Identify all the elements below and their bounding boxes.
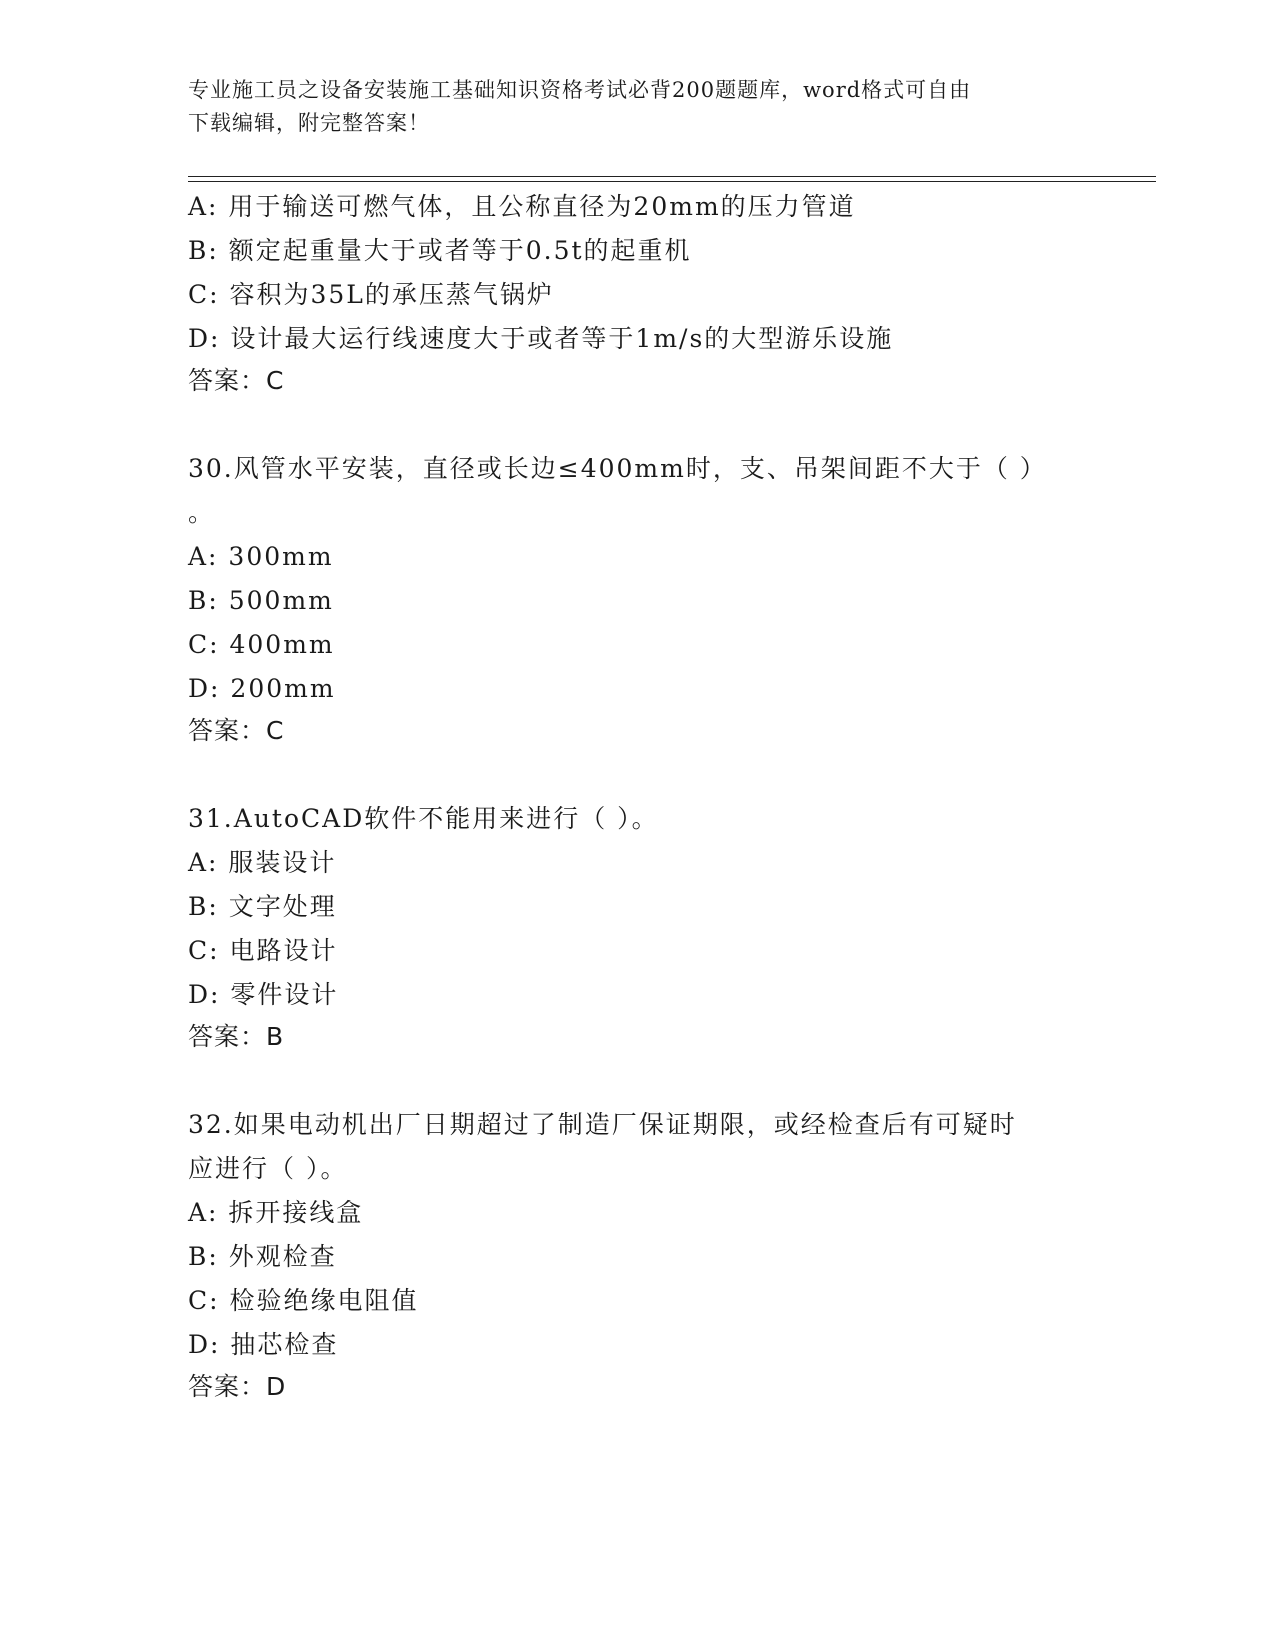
q31-option-d: D: 零件设计 [188,980,339,1009]
q30-option-c: C: 400mm [188,630,335,659]
q32-option-a: A: 拆开接线盒 [188,1198,364,1227]
q29-option-a: A: 用于输送可燃气体，且公称直径为20mm的压力管道 [188,192,856,221]
q32-option-d: D: 抽芯检查 [188,1330,339,1359]
q31-option-c: C: 电路设计 [188,936,338,965]
q30-option-d: D: 200mm [188,674,336,703]
q29-option-d: D: 设计最大运行线速度大于或者等于1m/s的大型游乐设施 [188,324,894,353]
q32-stem-cont: 应进行（ ）。 [188,1154,348,1183]
header-divider-top [188,176,1156,177]
q31-option-b: B: 文字处理 [188,892,337,921]
q32-stem: 32.如果电动机出厂日期超过了制造厂保证期限，或经检查后有可疑时 [188,1110,1017,1139]
q32-option-c: C: 检验绝缘电阻值 [188,1286,419,1315]
q30-stem-cont: 。 [188,498,216,527]
q30-option-a: A: 300mm [188,542,334,571]
q32-option-b: B: 外观检查 [188,1242,337,1271]
header-line-1: 专业施工员之设备安装施工基础知识资格考试必背200题题库，word格式可自由 [188,78,972,102]
header-divider-bottom [188,181,1156,182]
q31-option-a: A: 服装设计 [188,848,337,877]
q29-answer: 答案：C [188,366,285,395]
q32-answer: 答案：D [188,1372,287,1401]
document-header [188,74,1088,140]
q29-option-c: C: 容积为35L的承压蒸气锅炉 [188,280,554,309]
q31-stem: 31.AutoCAD软件不能用来进行（ ）。 [188,804,659,833]
q30-option-b: B: 500mm [188,586,334,615]
q30-answer: 答案：C [188,716,285,745]
q30-stem: 30.风管水平安装，直径或长边≤400mm时，支、吊架间距不大于（ ） [188,454,1047,483]
header-line-2: 下载编辑，附完整答案！ [188,111,430,135]
q29-option-b: B: 额定起重量大于或者等于0.5t的起重机 [188,236,692,265]
q31-answer: 答案：B [188,1022,285,1051]
